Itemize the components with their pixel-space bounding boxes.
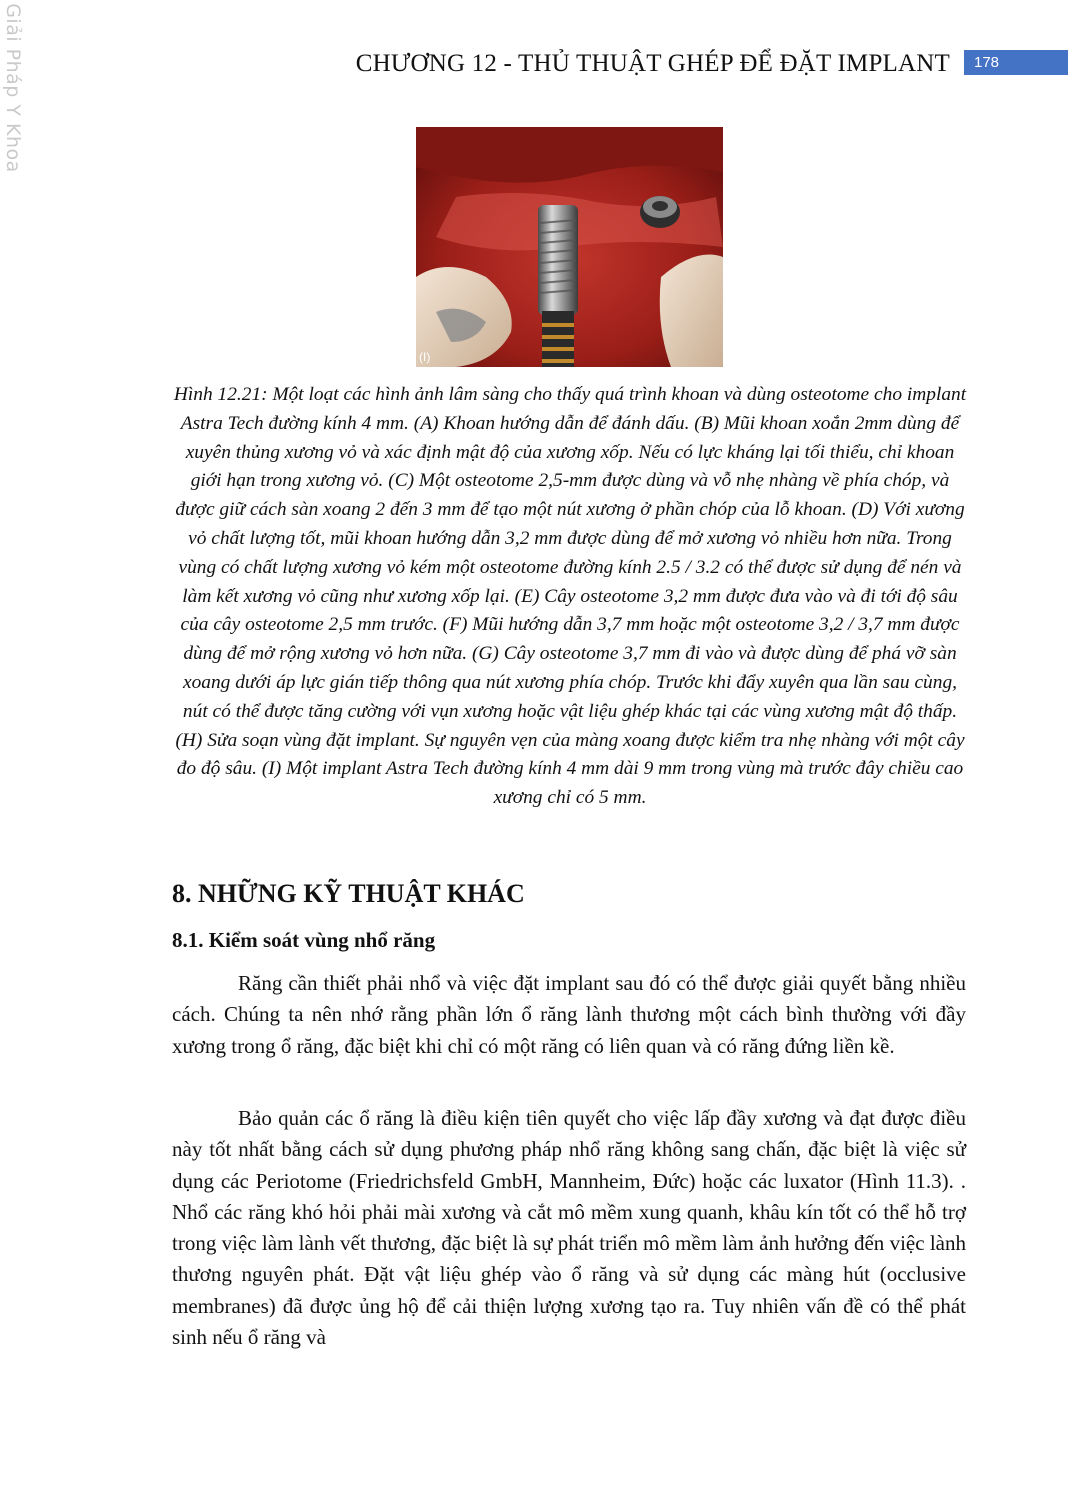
body-paragraph: Răng cần thiết phải nhổ và việc đặt implant sau đó có thể được giải quyết bằng nhiều cách. Chúng ta nên nhớ rằng phần lớn ổ răng lành thương một cách bình thường với đầy xương trong ổ răng, đặc biệt khi chỉ có một răng có liên quan và có răng đứng liền kề. bbox=[172, 971, 966, 1058]
section-heading: 8. NHỮNG KỸ THUẬT KHÁC bbox=[172, 879, 525, 908]
side-watermark: Giải Pháp Y Khoa bbox=[2, 3, 24, 173]
figure-caption: Hình 12.21: Một loạt các hình ảnh lâm sàng cho thấy quá trình khoan và dùng osteotome cho implant Astra Tech đường kính 4 mm. (A) Khoan hướng dẫn để đánh dấu. (B) Mũi khoan xoắn 2mm dùng để xuyên thủng xương vỏ và xác định mật độ của xương xốp. Nếu có lực kháng lại tối thiểu, chỉ khoan giới hạn trong xương vỏ. (C) Một osteotome 2,5-mm được dùng và vỗ nhẹ nhàng về phía chóp, và được giữ cách sàn xoang 2 đến 3 mm để tạo một nút xương ở phần chóp của lỗ khoan. (D) Với xương vỏ chất lượng tốt, mũi khoan hướng dẫn 3,2 mm được dùng để mở xương vỏ nhiều hơn nữa. Trong vùng có chất lượng xương vỏ kém một osteotome đường kính 2.5 / 3.2 có thể được sử dụng để nén và làm kết xương vỏ cũng như xương xốp lại. (E) Cây osteotome 3,2 mm được đưa vào và đi tới độ sâu của cây osteotome 2,5 mm trước. (F) Mũi hướng dẫn 3,7 mm hoặc một osteotome 3,2 / 3,7 mm được dùng để mở rộng xương vỏ hơn nữa. (G) Cây osteotome 3,7 mm đi vào và được dùng để phá vỡ sàn xoang dưới áp lực gián tiếp thông qua nút xương phía chóp. Trước khi đẩy xuyên qua lần sau cùng, nút có thể được tăng cường với vụn xương hoặc vật liệu ghép khác tại các vùng xương mật độ thấp. (H) Sửa soạn vùng đặt implant. Sự nguyên vẹn của màng xoang được kiểm tra nhẹ nhàng với một cây đo độ sâu. (I) Một implant Astra Tech đường kính 4 mm dài 9 mm trong vùng mà trước đây chiều cao xương chỉ có 5 mm. bbox=[173, 384, 967, 809]
clinical-photo bbox=[416, 127, 723, 367]
figure-panel-label: (I) bbox=[419, 350, 431, 364]
chapter-title: CHƯƠNG 12 - THỦ THUẬT GHÉP ĐỂ ĐẶT IMPLANT bbox=[355, 50, 950, 77]
implant-photo-illustration bbox=[416, 127, 723, 367]
page-header bbox=[170, 48, 1070, 82]
subsection-heading: 8.1. Kiểm soát vùng nhổ răng bbox=[172, 928, 436, 952]
page-number-badge: 178 bbox=[964, 50, 1068, 75]
body-paragraph: Bảo quản các ổ răng là điều kiện tiên quyết cho việc lấp đầy xương và đạt được điều này tốt nhất bằng cách sử dụng phương pháp nhổ răng không sang chấn, đặc biệt là việc sử dụng các Periotome (Friedrichsfeld GmbH, Mannheim, Đức) hoặc các luxator (Hình 11.3). . Nhổ các răng khó hỏi phải mài xương và cắt mô mềm xung quanh, khâu kín tốt có thể hỗ trợ trong việc làm lành vết thương, đặc biệt là sự phát triển mô mềm làm ảnh hưởng đến việc lành thương nguyên phát. Đặt vật liệu ghép vào ổ răng và sử dụng các màng hút (occlusive membranes) đã được ủng hộ để cải thiện lượng xương tạo ra. Tuy nhiên vấn đề có thể phát sinh nếu ổ răng và bbox=[172, 1106, 966, 1350]
